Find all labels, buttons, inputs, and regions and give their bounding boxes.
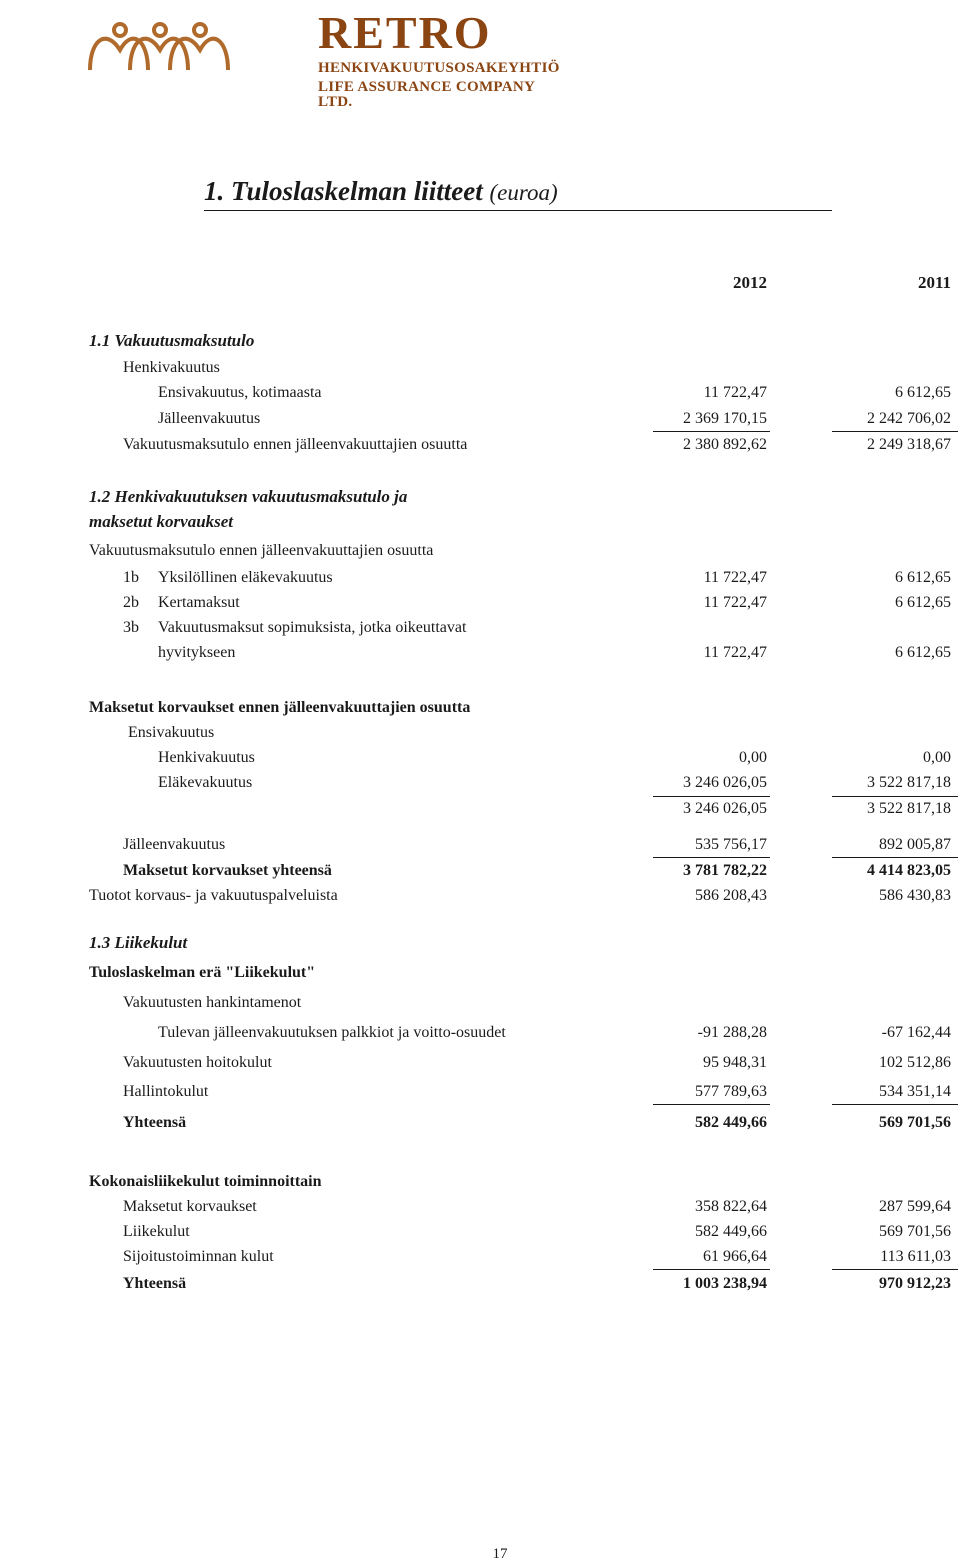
table-row: Henkivakuutus 0,00 0,00	[158, 749, 951, 766]
rule-line	[832, 1104, 958, 1105]
rule-line	[832, 1269, 958, 1270]
section-heading-1-3: 1.3 Liikekulut	[89, 933, 188, 952]
total-row: Vakuutusmaksutulo ennen jälleenvakuuttajien osuutta 2 380 892,62 2 249 318,67	[123, 436, 951, 453]
logo-subtitle-fi: HENKIVAKUUTUSOSAKEYHTIÖ	[318, 60, 560, 76]
rule-line	[832, 431, 958, 432]
logo-name: RETRO	[318, 7, 492, 58]
table-row: Liikekulut 582 449,66 569 701,56	[123, 1223, 951, 1240]
table-row: 3b Vakuutusmaksut sopimuksista, jotka oikeuttavat	[123, 619, 467, 636]
section-heading-1-2-cont: maksetut korvaukset	[89, 512, 234, 531]
page-number: 17	[492, 1546, 508, 1562]
logo-subtitle-en: LIFE ASSURANCE COMPANY LTD.	[318, 79, 535, 110]
functions-heading: Kokonaisliikekulut toiminnoittain	[89, 1173, 322, 1190]
group-label: Ensivakuutus	[128, 724, 215, 741]
group-label: Vakuutusten hankintamenot	[123, 994, 302, 1011]
rule-line	[653, 796, 770, 797]
table-row: 1b Yksilöllinen eläkevakuutus 11 722,47 6 612,65	[123, 569, 951, 586]
subheading: Tuloslaskelman erä "Liikekulut"	[89, 964, 316, 981]
total-row: Maksetut korvaukset yhteensä 3 781 782,22 4 414 823,05	[123, 862, 951, 879]
year-header-2012: 2012	[733, 273, 767, 292]
company-logo	[86, 6, 560, 110]
table-row: Hallintokulut 577 789,63 534 351,14	[123, 1083, 951, 1100]
table-row: Jälleenvakuutus 535 756,17 892 005,87	[123, 836, 951, 853]
rule-line	[653, 857, 770, 858]
rule-line	[653, 1269, 770, 1270]
subtotal-row: 3 246 026,05 3 522 817,18	[683, 800, 951, 817]
table-row: Tuotot korvaus- ja vakuutuspalveluista 586 208,43 586 430,83	[89, 887, 951, 904]
section-heading-1-1: 1.1 Vakuutusmaksutulo	[89, 331, 255, 350]
rule-line	[653, 431, 770, 432]
page-title	[204, 174, 832, 211]
rule-line	[832, 796, 958, 797]
subheading: Vakuutusmaksutulo ennen jälleenvakuuttajien osuutta	[89, 542, 434, 559]
page-title-unit: (euroa)	[489, 180, 558, 205]
total-row: Yhteensä 1 003 238,94 970 912,23	[123, 1275, 951, 1292]
table-row-cont: hyvitykseen 11 722,47 6 612,65	[158, 644, 951, 661]
rule-line	[832, 857, 958, 858]
table-row: Eläkevakuutus 3 246 026,05 3 522 817,18	[158, 774, 951, 791]
table-row: Sijoitustoiminnan kulut 61 966,64 113 611,03	[123, 1248, 951, 1265]
claims-heading: Maksetut korvaukset ennen jälleenvakuuttajien osuutta	[89, 699, 471, 716]
table-row: Jälleenvakuutus 2 369 170,15 2 242 706,02	[158, 410, 951, 427]
logo-emblem-icon	[86, 20, 238, 72]
page-title-main: 1. Tuloslaskelman liitteet	[204, 176, 483, 206]
total-row: Yhteensä 582 449,66 569 701,56	[123, 1114, 951, 1131]
table-row: Ensivakuutus, kotimaasta 11 722,47 6 612,65	[158, 384, 951, 401]
group-label: Henkivakuutus	[123, 359, 220, 376]
table-row: Tulevan jälleenvakuutuksen palkkiot ja voitto-osuudet -91 288,28 -67 162,44	[158, 1024, 951, 1041]
rule-line	[653, 1104, 770, 1105]
year-header-2011: 2011	[917, 273, 951, 292]
table-row: Maksetut korvaukset 358 822,64 287 599,64	[123, 1198, 951, 1215]
table-row: Vakuutusten hoitokulut 95 948,31 102 512,86	[123, 1054, 951, 1071]
table-row: 2b Kertamaksut 11 722,47 6 612,65	[123, 594, 951, 611]
section-heading-1-2: 1.2 Henkivakuutuksen vakuutusmaksutulo ja	[89, 487, 408, 506]
